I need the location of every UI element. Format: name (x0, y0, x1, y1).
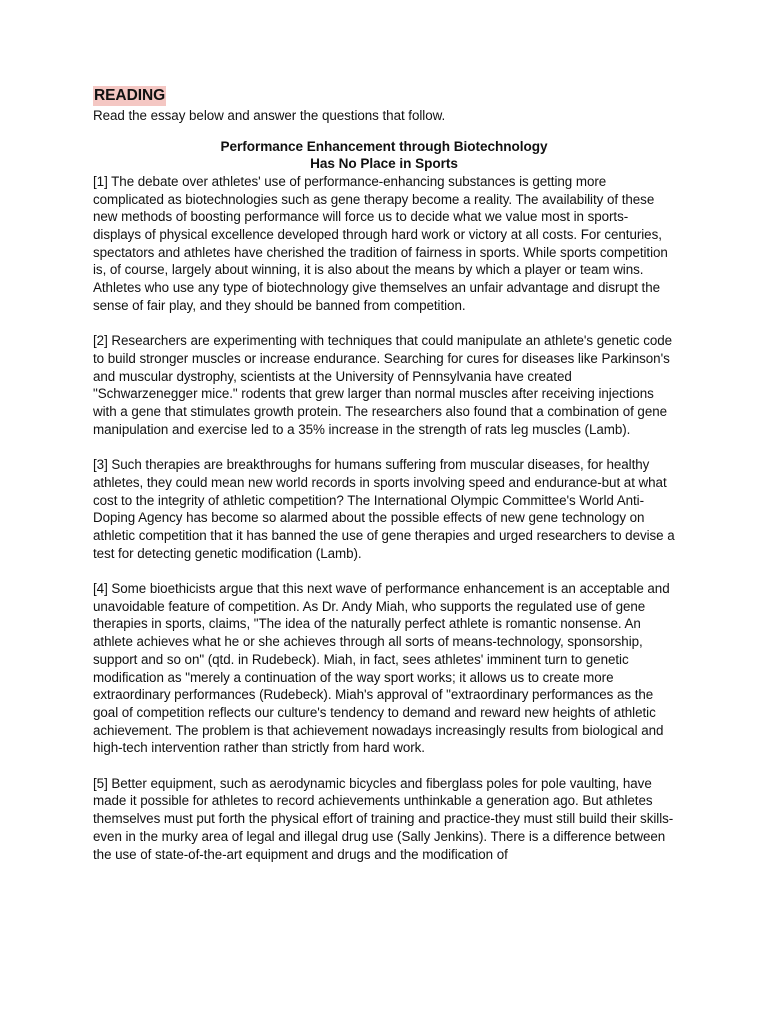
essay-paragraph-5: [5] Better equipment, such as aerodynamic bicycles and fiberglass poles for pole vaulting, have made it possible for athletes to record achievements unthinkable a generation ago. But athletes themselves must put forth the physical effort of training and practice-they must still build their skills-even in the murky area of legal and illegal drug use (Sally Jenkins). There is a difference between the use of state-of-the-art equipment and drugs and the modification of (93, 775, 674, 862)
essay-paragraph-1: [1] The debate over athletes' use of performance-enhancing substances is getting more complicated as biotechnologies such as gene therapy become a reality. The availability of these new methods of boosting performance will force us to decide what we value most in sports-displays of physical excellence developed through hard work or victory at all costs. For centuries, spectators and athletes have cherished the tradition of fairness in sports. While sports competition is, of course, largely about winning, it is also about the means by which a player or team wins. Athletes who use any type of biotechnology give themselves an unfair advantage and disrupt the sense of fair play, and they should be banned from competition. (93, 173, 668, 313)
section-heading: READING (94, 87, 166, 104)
essay-paragraph-2: [2] Researchers are experimenting with techniques that could manipulate an athlete's genetic code to build stronger muscles or increase endurance. Searching for cures for diseases like Parkinson's and muscular dystrophy, scientists at the University of Pennsylvania have created "Schwarzenegger mice." rodents that grew larger than normal muscles after receiving injections with a gene that stimulates growth protein. The researchers also found that a combination of gene manipulation and exercise led to a 35% increase in the strength of rats leg muscles (Lamb). (93, 333, 673, 437)
essay-paragraph-3: [3] Such therapies are breakthroughs for humans suffering from muscular diseases, for healthy athletes, they could mean new world records in sports involving speed and endurance-but at what cost to the integrity of athletic competition? The International Olympic Committee's World Anti-Doping Agency has become so alarmed about the possible effects of new gene technology on athletic competition that it has banned the use of gene therapies and urged researchers to devise a test for detecting genetic modification (Lamb). (93, 457, 675, 561)
essay-title-line-1: Performance Enhancement through Biotechnology (220, 138, 548, 154)
document-page (93, 86, 675, 881)
essay-title-line-2: Has No Place in Sports (310, 156, 458, 172)
instructions-text: Read the essay below and answer the questions that follow. (93, 108, 446, 123)
essay-paragraph-4: [4] Some bioethicists argue that this next wave of performance enhancement is an acceptable and unavoidable feature of competition. As Dr. Andy Miah, who supports the regulated use of gene therapies in sports, claims, "The idea of the naturally perfect athlete is romantic nonsense. An athlete achieves what he or she achieves through all sorts of means-technology, sponsorship, support and so on" (qtd. in Rudebeck). Miah, in fact, sees athletes' imminent turn to genetic modification as "merely a continuation of the way sport works; it allows us to create more extraordinary performances (Rudebeck). Miah's approval of "extraordinary performances as the goal of competition reflects our culture's tendency to demand and reward new heights of athletic achievement. The problem is that achievement nowadays increasingly results from biological and high-tech intervention rather than strictly from hard work. (93, 581, 670, 756)
